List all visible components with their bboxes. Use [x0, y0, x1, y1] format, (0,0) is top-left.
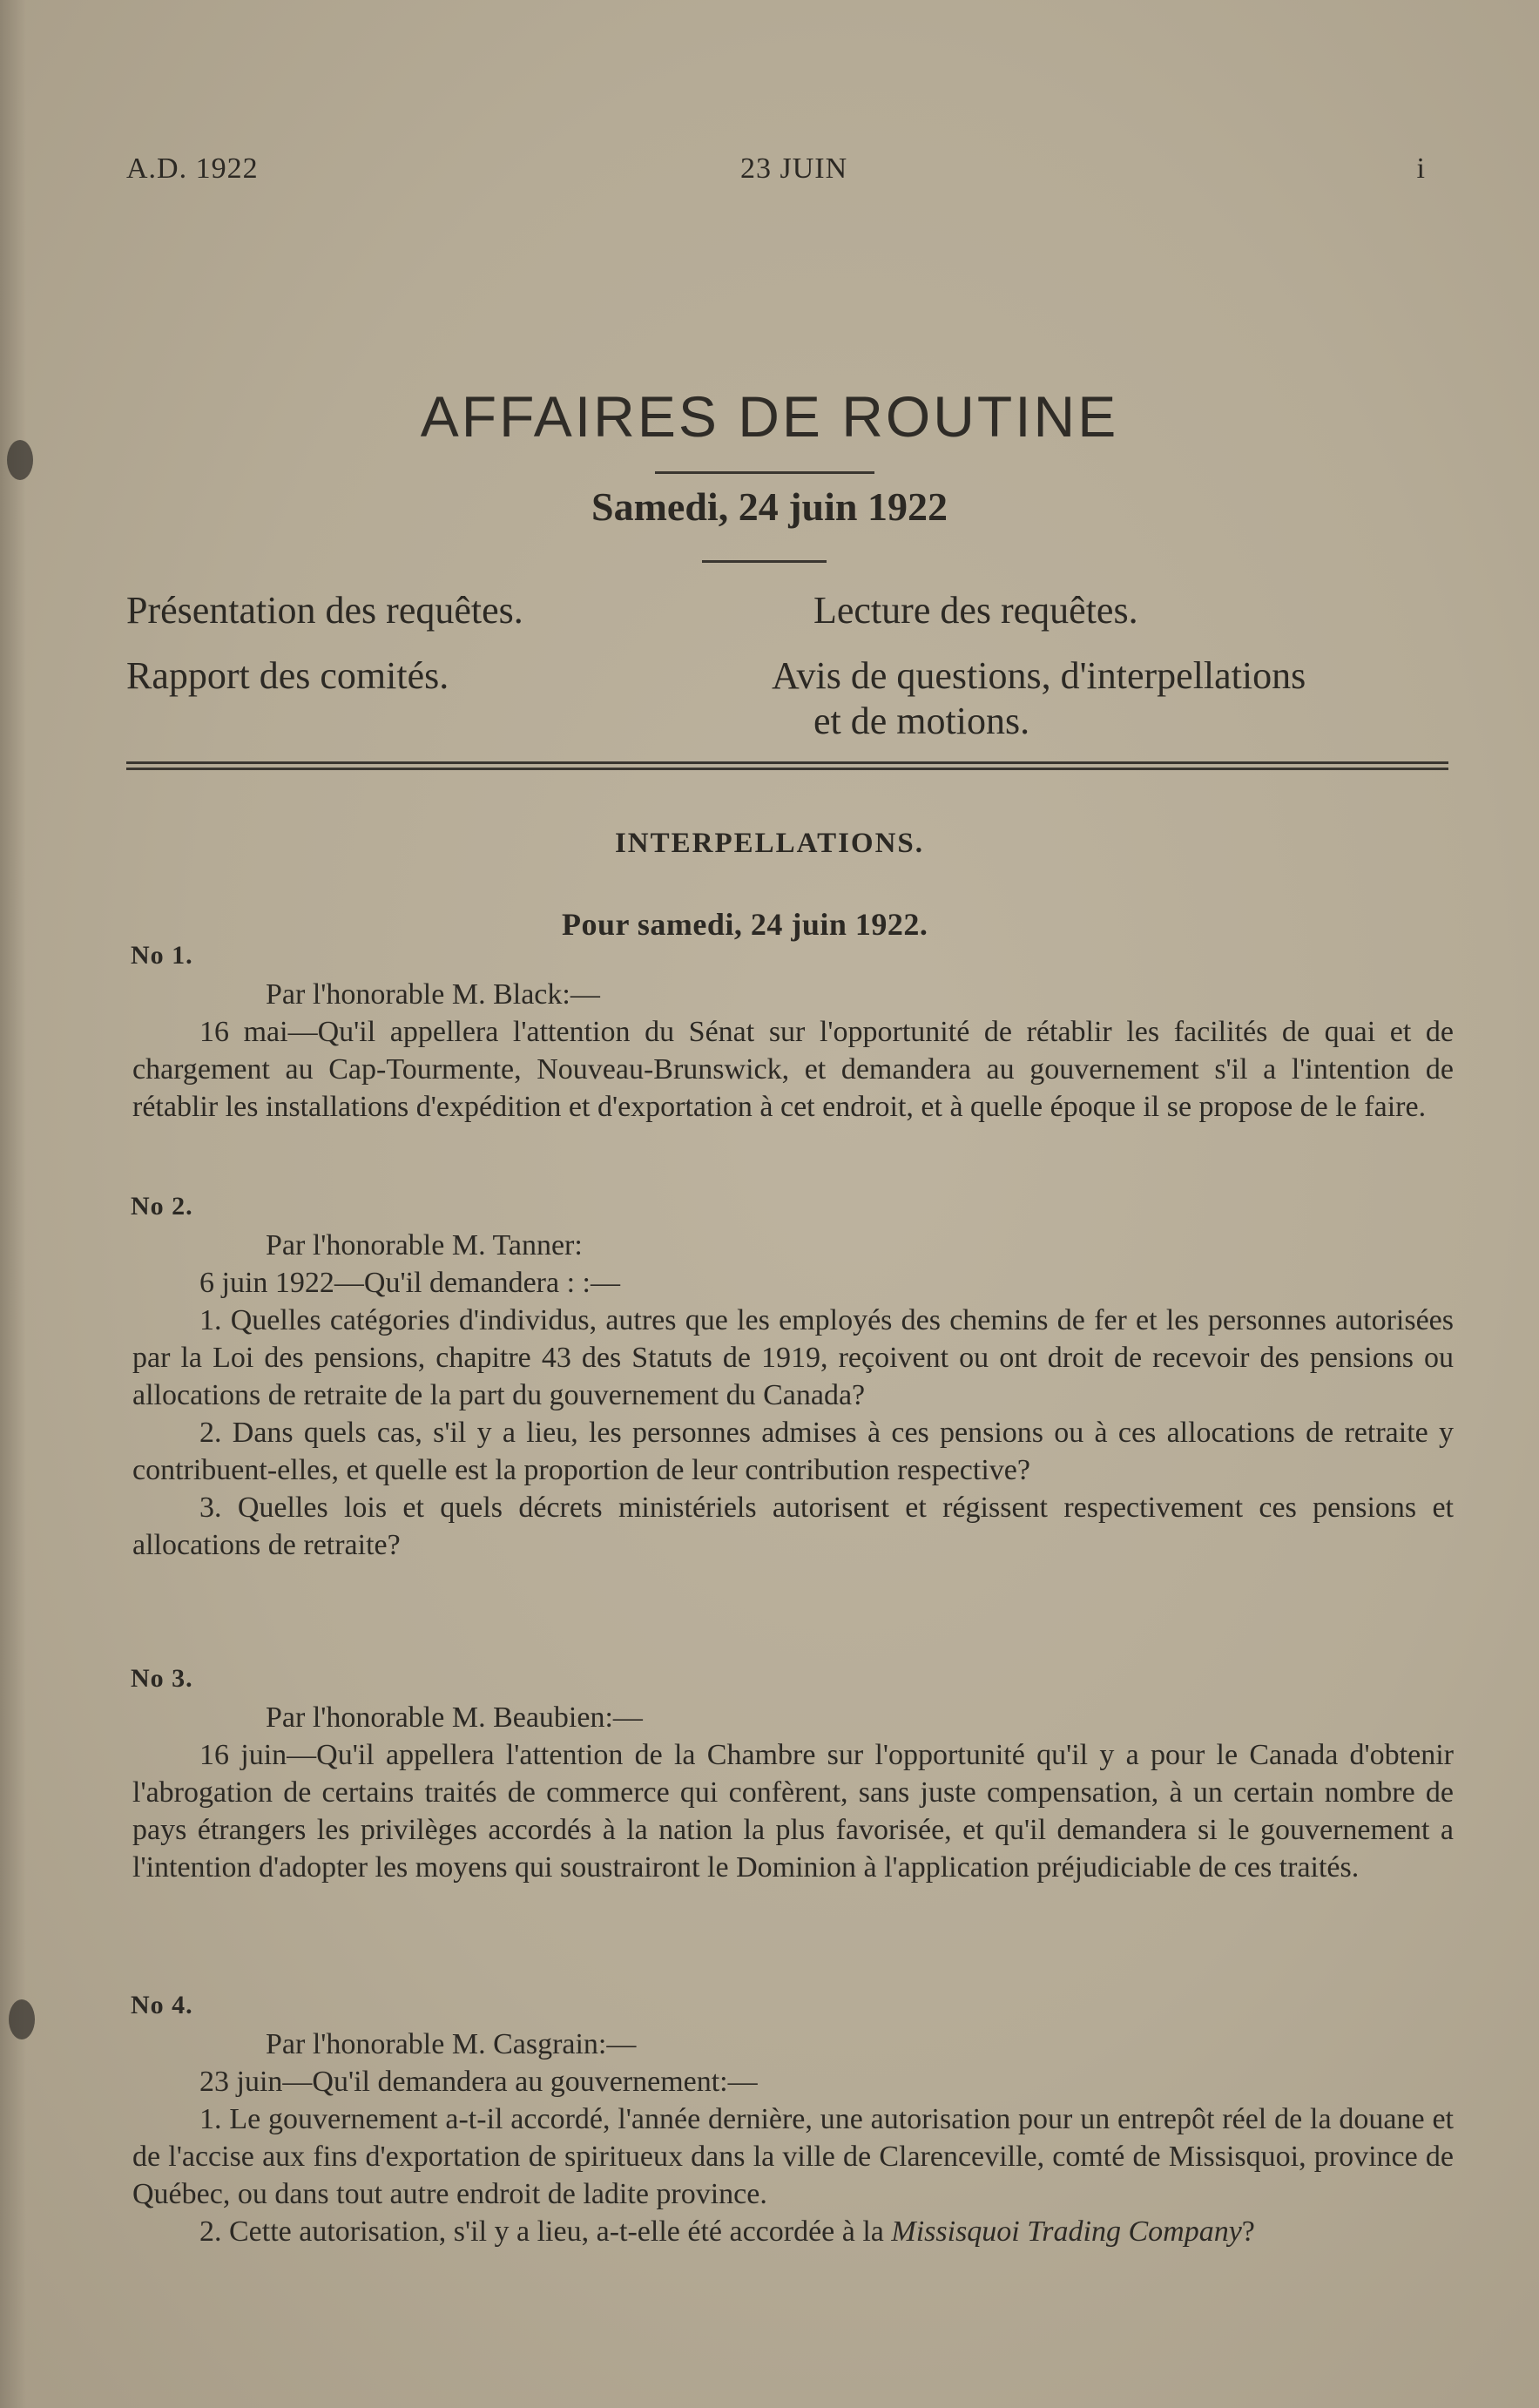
question-author: Par l'honorable M. Beaubien:—	[266, 1701, 643, 1734]
header-year: A.D. 1922	[126, 152, 259, 185]
question-2	[132, 1227, 1454, 1564]
item-end: ?	[1241, 2215, 1255, 2248]
question-3	[132, 1699, 1454, 1886]
date-heading: Samedi, 24 juin 1922	[591, 484, 948, 529]
question-text: 16 juin—Qu'il appellera l'attention de la Chambre sur l'opportunité qu'il y a pour le Canada d'obtenir l'abrogation de certains traités de commerce qui confèrent, sans juste compensation, à un certain nombre de pays étrangers les privilèges accordés à la nation la plus favorisée, et qu'il demandera si le gouvernement a l'intention d'adopter les moyens qui soustrairont le Dominion à l'application préjudiciable de ces traités.	[132, 1739, 1454, 1884]
question-item: 3. Quelles lois et quels décrets ministériels autorisent et régissent respectivement ces pensions et allocations de retraite?	[132, 1491, 1454, 1561]
page-title: AFFAIRES DE ROUTINE	[420, 384, 1119, 449]
question-number: No 4.	[131, 1991, 193, 2019]
question-item: 2. Dans quels cas, s'il y a lieu, les personnes admises à ces pensions ou à ces allocations de retraite y contribuent-elles, et quelle est la proportion de leur contribution respective?	[132, 1417, 1454, 1486]
question-text: 16 mai—Qu'il appellera l'attention du Sénat sur l'opportunité de rétablir les facilités de quai et de chargement au Cap-Tourmente, Nouveau-Brunswick, et demandera au gouvernement s'il a l'intention de rétablir les installations d'expédition et d'exportation à cet endroit, et à quelle époque il se propose de le faire.	[132, 1016, 1454, 1123]
section-subtitle: Pour samedi, 24 juin 1922.	[562, 907, 928, 942]
question-author: Par l'honorable M. Black:—	[266, 978, 600, 1011]
order-avis-line2: et de motions.	[813, 700, 1030, 742]
order-avis-line1: Avis de questions, d'interpellations	[772, 654, 1306, 697]
question-author: Par l'honorable M. Tanner:	[266, 1229, 583, 1261]
page-edge-shadow	[0, 0, 26, 2408]
order-rapport: Rapport des comités.	[126, 654, 449, 697]
question-number: No 1.	[131, 941, 193, 970]
title-rule	[655, 471, 874, 474]
question-intro: 6 juin 1922—Qu'il demandera : :—	[199, 1267, 620, 1299]
section-divider	[126, 761, 1448, 770]
question-intro: 23 juin—Qu'il demandera au gouvernement:—	[199, 2066, 758, 2098]
item-text: 2. Cette autorisation, s'il y a lieu, a-t-elle été accordée à la	[199, 2215, 884, 2248]
question-item: 1. Le gouvernement a-t-il accordé, l'année dernière, une autorisation pour un entrepôt réel de la douane et de l'accise aux fins d'exportation de spiritueux dans la ville de Clarenceville, comté de Missisquoi, province de Québec, ou dans tout autre endroit de ladite province.	[132, 2103, 1454, 2210]
order-lecture: Lecture des requêtes.	[813, 589, 1138, 632]
question-author: Par l'honorable M. Casgrain:—	[266, 2028, 637, 2060]
date-rule	[702, 560, 827, 563]
page-number: i	[1416, 152, 1426, 185]
running-header	[126, 152, 1452, 196]
binding-hole-mark	[9, 1999, 35, 2039]
question-number: No 3.	[131, 1664, 193, 1693]
question-number: No 2.	[131, 1192, 193, 1221]
section-title: INTERPELLATIONS.	[614, 828, 925, 859]
question-item	[132, 2213, 1454, 2250]
header-date: 23 JUIN	[740, 152, 848, 185]
order-presentation: Présentation des requêtes.	[126, 589, 523, 632]
question-item: 1. Quelles catégories d'individus, autres que les employés des chemins de fer et les personnes autorisées par la Loi des pensions, chapitre 43 des Statuts de 1919, reçoivent ou ont droit de recevoir des pensions ou allocations de retraite de la part du gouvernement du Canada?	[132, 1304, 1454, 1411]
question-1	[132, 976, 1454, 1126]
question-4	[132, 2026, 1454, 2250]
company-name: Missisquoi Trading Company	[891, 2215, 1242, 2248]
